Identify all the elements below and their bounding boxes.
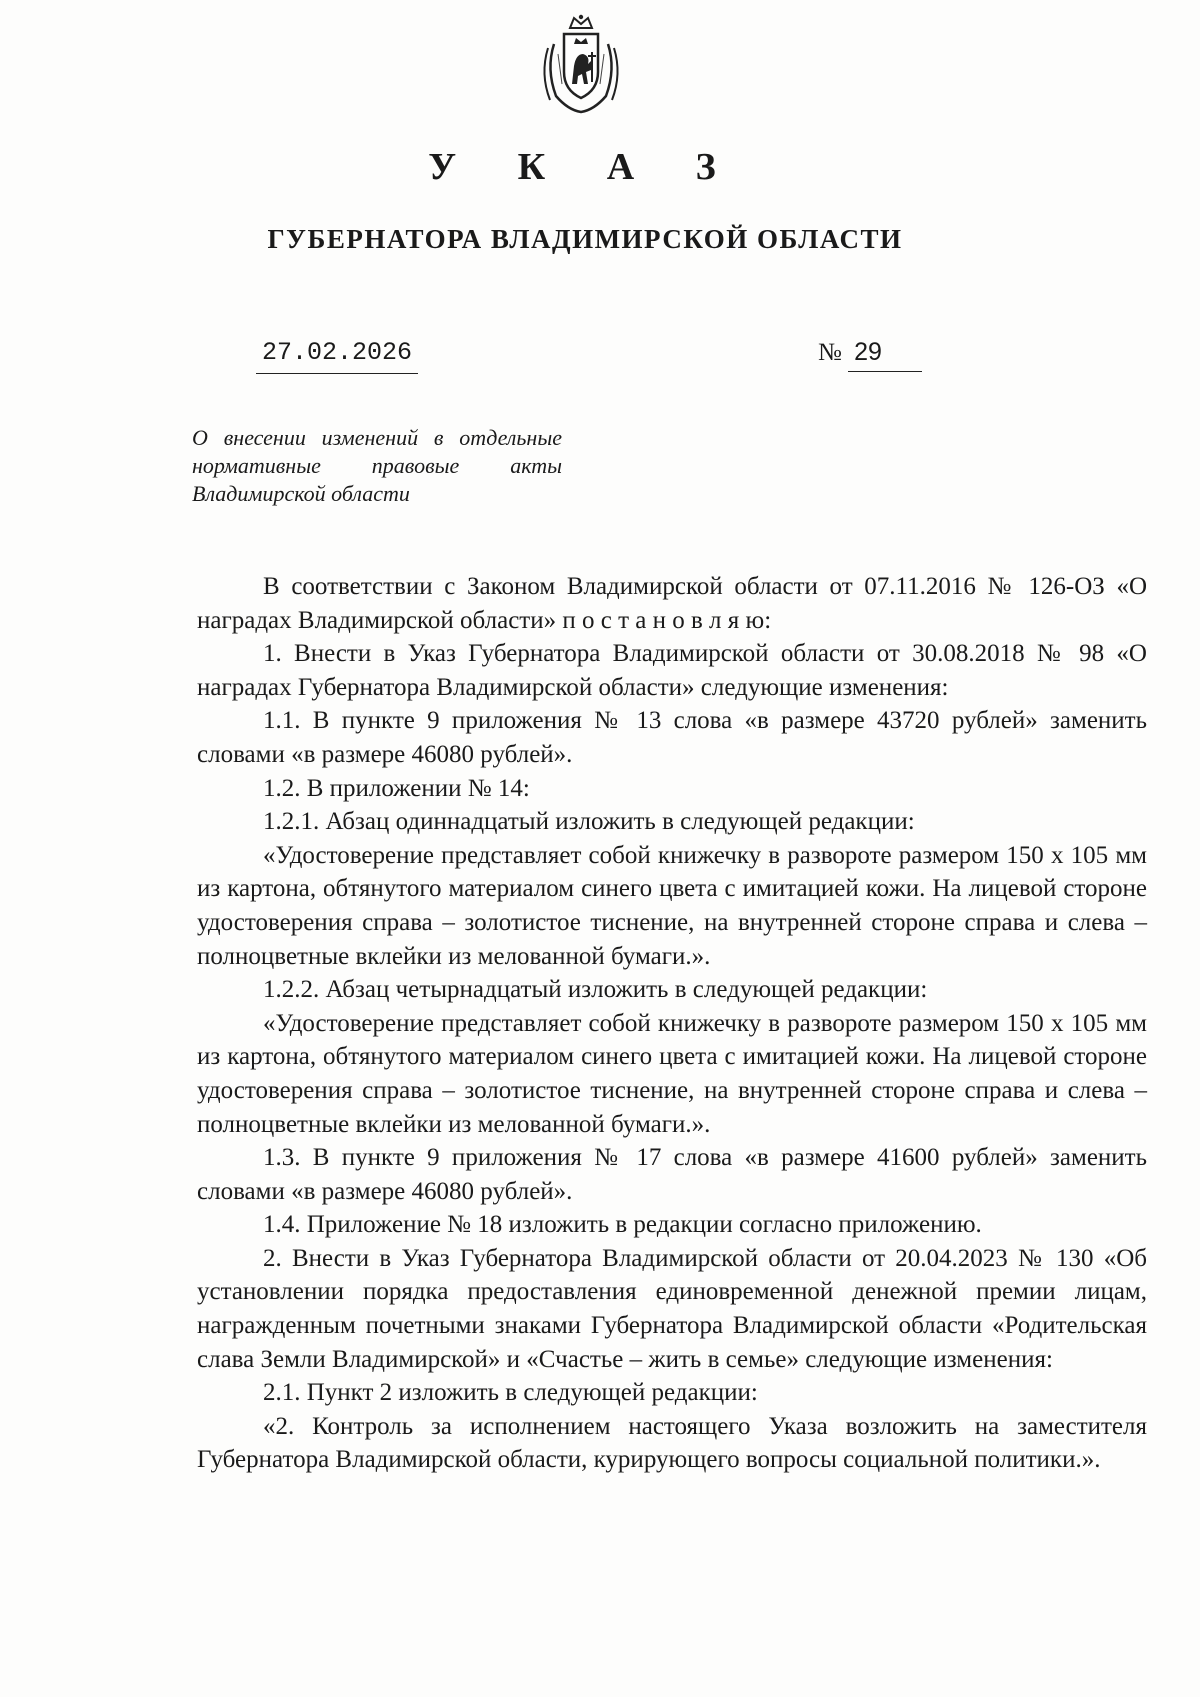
paragraph-1-2: 1.2. В приложении № 14: [263,774,530,802]
paragraph-1-2-1: 1.2.1. Абзац одиннадцатый изложить в следующей редакции: [263,808,915,836]
document-number [818,338,922,372]
paragraph-1-1: 1.1. В пункте 9 приложения № 13 слова «в размере 43720 рублей» заменить словами «в размере 46080 рублей». [197,707,1147,768]
document-date: 27.02.2026 [256,338,418,374]
paragraph-2-1: 2.1. Пункт 2 изложить в следующей редакции: [263,1379,758,1407]
paragraph-1: 1. Внести в Указ Губернатора Владимирской области от 30.08.2018 № 98 «О наградах Губернатора Владимирской области» следующие изменения: [197,640,1147,701]
paragraph-quote-1: «Удостоверение представляет собой книжечку в развороте размером 150 х 105 мм из картона, обтянутого материалом синего цвета с имитацией кожи. На лицевой стороне удостоверения справа – золотистое тиснение, на внутренней стороне справа и слева – полноцветные вклейки из мелованной бумаги.». [197,841,1147,970]
document-issuer: ГУБЕРНАТОРА ВЛАДИМИРСКОЙ ОБЛАСТИ [267,224,903,254]
subject-line-1: О внесении изменений в отдельные [192,425,562,450]
document-body [197,570,1147,1477]
paragraph-preamble: В соответствии с Законом Владимирской области от 07.11.2016 № 126-ОЗ «О наградах Владимирской области» п о с т а н о в л я ю: [197,573,1147,634]
number-sign: № [818,339,842,366]
paragraph-1-2-2: 1.2.2. Абзац четырнадцатый изложить в следующей редакции: [263,976,928,1004]
subject-line-3: Владимирской области [192,481,410,506]
document-title: У К А З [428,146,742,188]
paragraph-quote-3: «2. Контроль за исполнением настоящего Указа возложить на заместителя Губернатора Владимирской области, курирующего вопросы социальной политики.». [197,1412,1147,1474]
paragraph-2: 2. Внести в Указ Губернатора Владимирской области от 20.04.2023 № 130 «Об установлении порядка предоставления единовременной денежной премии лицам, награжденным почетными знаками Губернатора Владимирской области «Родительская слава Земли Владимирской» и «Счастье – жить в семье» следующие изменения: [197,1244,1147,1373]
subject-line-2: нормативные правовые акты [192,453,562,478]
document-subject [192,424,562,508]
paragraph-1-4: 1.4. Приложение № 18 изложить в редакции согласно приложению. [263,1211,982,1239]
paragraph-quote-2: «Удостоверение представляет собой книжечку в развороте размером 150 х 105 мм из картона, обтянутого материалом синего цвета с имитацией кожи. На лицевой стороне удостоверения справа – золотистое тиснение, на внутренней стороне справа и слева – полноцветные вклейки из мелованной бумаги.». [197,1009,1147,1138]
paragraph-1-3: 1.3. В пункте 9 приложения № 17 слова «в размере 41600 рублей» заменить словами «в размере 46080 рублей». [197,1144,1147,1205]
number-value: 29 [848,338,922,372]
coat-of-arms-icon [536,14,626,114]
